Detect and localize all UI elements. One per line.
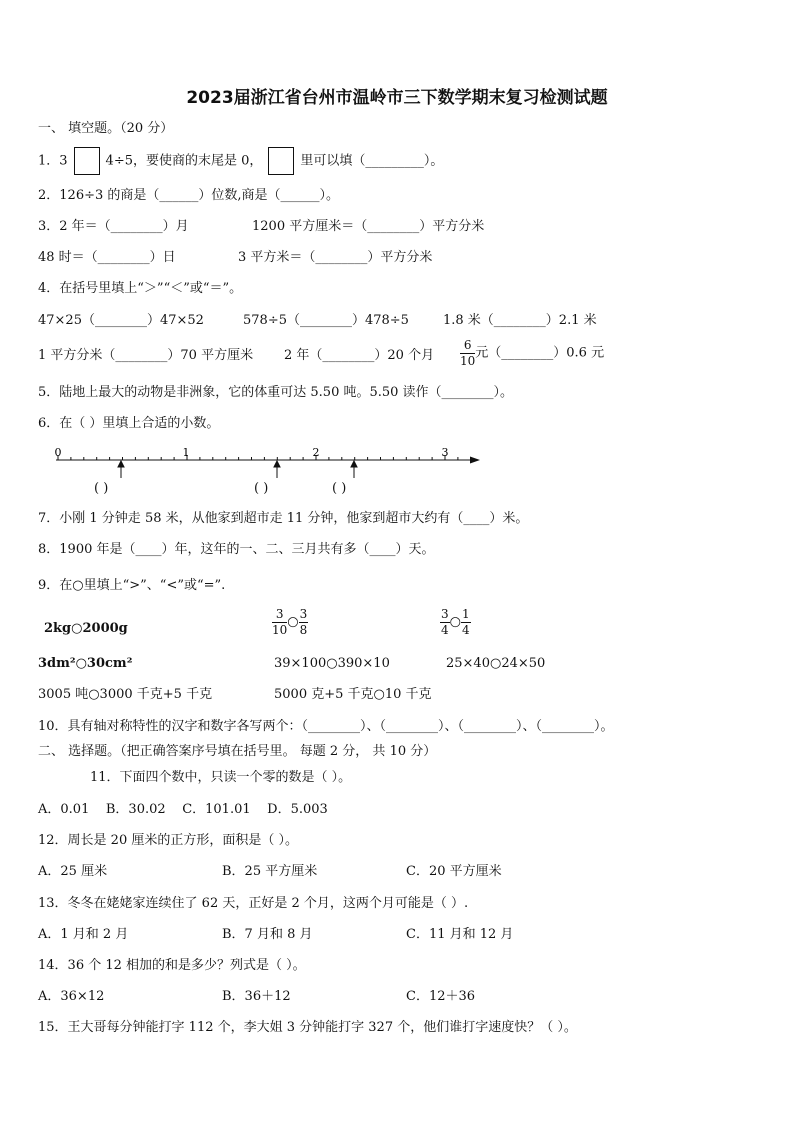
option[interactable]: A．36×12 xyxy=(38,989,105,1004)
question-5: 5．陆地上最大的动物是非洲象，它的体重可达 5.50 吨。5.50 读作（________）。 xyxy=(38,385,514,400)
question-1-tail: 里可以填（_________）。 xyxy=(300,153,444,169)
question-10: 10．具有轴对称特性的汉字和数字各写两个：（________）、（________）、（________）、（________）。 xyxy=(38,719,614,734)
question-7: 7．小刚 1 分钟走 58 米，从他家到超市走 11 分钟，他家到超市大约有（____）米。 xyxy=(38,511,529,526)
option[interactable]: C．101.01 xyxy=(182,802,251,817)
question-6-stem: 6．在（ ）里填上合适的小数。 xyxy=(38,416,220,431)
option[interactable]: C．11 月和 12 月 xyxy=(406,927,514,942)
page-title: 2023届浙江省台州市温岭市三下数学期末复习检测试题 xyxy=(186,88,608,108)
question-11-stem: 11．下面四个数中，只读一个零的数是（ ）。 xyxy=(90,770,352,785)
option[interactable]: B．25 平方厘米 xyxy=(222,864,318,879)
tick-label: 1 xyxy=(182,448,190,459)
question-4-item: 1.8 米（________）2.1 米 xyxy=(443,313,597,328)
option[interactable]: C．20 平方厘米 xyxy=(406,864,502,879)
question-4-fraction-item: $\frac{6}{10}$ 元（________）0.6 元 xyxy=(460,338,605,368)
question-8: 8．1900 年是（____）年，这年的一、二、三月共有多（____）天。 xyxy=(38,542,435,557)
question-3b: 1200 平方厘米＝（________）平方分米 xyxy=(252,219,485,234)
number-line-ticks xyxy=(58,455,471,460)
arrow-head xyxy=(118,461,124,467)
question-11-options xyxy=(38,801,328,819)
arrow-head xyxy=(351,461,357,467)
arrow-head xyxy=(274,461,280,467)
fraction: $\frac{6}{10}$ xyxy=(460,338,476,368)
question-9-item: 25×40○24×50 xyxy=(446,656,546,671)
option[interactable]: B．30.02 xyxy=(105,802,166,817)
question-4-item: 47×25（________）47×52 xyxy=(38,313,204,328)
question-3d: 3 平方米＝（________）平方分米 xyxy=(238,250,433,265)
option[interactable]: B．7 月和 8 月 xyxy=(222,927,313,942)
section-2-header: 二、 选择题。（把正确答案序号填在括号里。 每题 2 分， 共 10 分） xyxy=(38,744,437,759)
question-9-item: 3dm²○30cm² xyxy=(38,656,133,671)
number-line-blank[interactable]: ( ) xyxy=(332,481,347,496)
option[interactable]: A．0.01 xyxy=(38,802,90,817)
question-14-stem: 14．36 个 12 相加的和是多少？列式是（ ）。 xyxy=(38,958,306,973)
answer-box[interactable] xyxy=(268,147,294,175)
question-13-stem: 13．冬冬在姥姥家连续住了 62 天，正好是 2 个月，这两个月可能是（ ）. xyxy=(38,896,469,911)
question-2: 2．126÷3 的商是（______）位数,商是（______）。 xyxy=(38,188,340,203)
question-1-middle: 4÷5，要使商的末尾是 0， xyxy=(105,153,263,169)
option[interactable]: D．5.003 xyxy=(267,802,328,817)
question-4-stem: 4．在括号里填上“＞”“＜”或“＝”。 xyxy=(38,281,243,296)
option[interactable]: A．1 月和 2 月 xyxy=(38,927,129,942)
question-9-item: 39×100○390×10 xyxy=(274,656,390,671)
question-1-number: 1．3 xyxy=(38,153,68,169)
number-line-blank[interactable]: ( ) xyxy=(254,481,269,496)
answer-box[interactable] xyxy=(74,147,100,175)
question-15: 15．王大哥每分钟能打字 112 个，李大姐 3 分钟能打字 327 个，他们谁打字速度快？（ ）。 xyxy=(38,1020,577,1035)
option[interactable]: C．12＋36 xyxy=(406,989,476,1004)
tick-label: 3 xyxy=(441,448,449,459)
question-9-item: 3005 吨○3000 千克+5 千克 xyxy=(38,687,213,702)
question-12-stem: 12．周长是 20 厘米的正方形，面积是（ ）。 xyxy=(38,833,298,848)
question-9-item: 2kg○2000g xyxy=(44,621,128,636)
question-1 xyxy=(38,147,443,175)
tick-label: 2 xyxy=(312,448,320,459)
question-3a: 3．2 年＝（________）月 xyxy=(38,219,189,234)
pointer-arrows xyxy=(118,461,357,478)
question-4-item: 1 平方分米（________）70 平方厘米 xyxy=(38,348,254,363)
section-1-header: 一、 填空题。（20 分） xyxy=(38,121,174,136)
tick-label: 0 xyxy=(54,448,62,459)
question-9-item: 5000 克+5 千克○10 千克 xyxy=(274,687,432,702)
question-4-item: 578÷5（________）478÷5 xyxy=(243,313,409,328)
option[interactable]: A．25 厘米 xyxy=(38,864,108,879)
option[interactable]: B．36＋12 xyxy=(222,989,291,1004)
number-line-arrowhead xyxy=(470,457,480,464)
question-9-fraction-item: $\frac{3}{4}$ ○ $\frac{1}{4}$ xyxy=(441,607,470,637)
number-line-blank[interactable]: ( ) xyxy=(94,481,109,496)
question-3c: 48 时＝（________）日 xyxy=(38,250,176,265)
question-9-stem: 9．在○里填上“>”、“<”或“=”. xyxy=(38,578,226,593)
question-4-item: 2 年（________）20 个月 xyxy=(284,348,435,363)
question-9-fraction-item: $\frac{3}{10}$ ○ $\frac{3}{8}$ xyxy=(272,607,308,637)
